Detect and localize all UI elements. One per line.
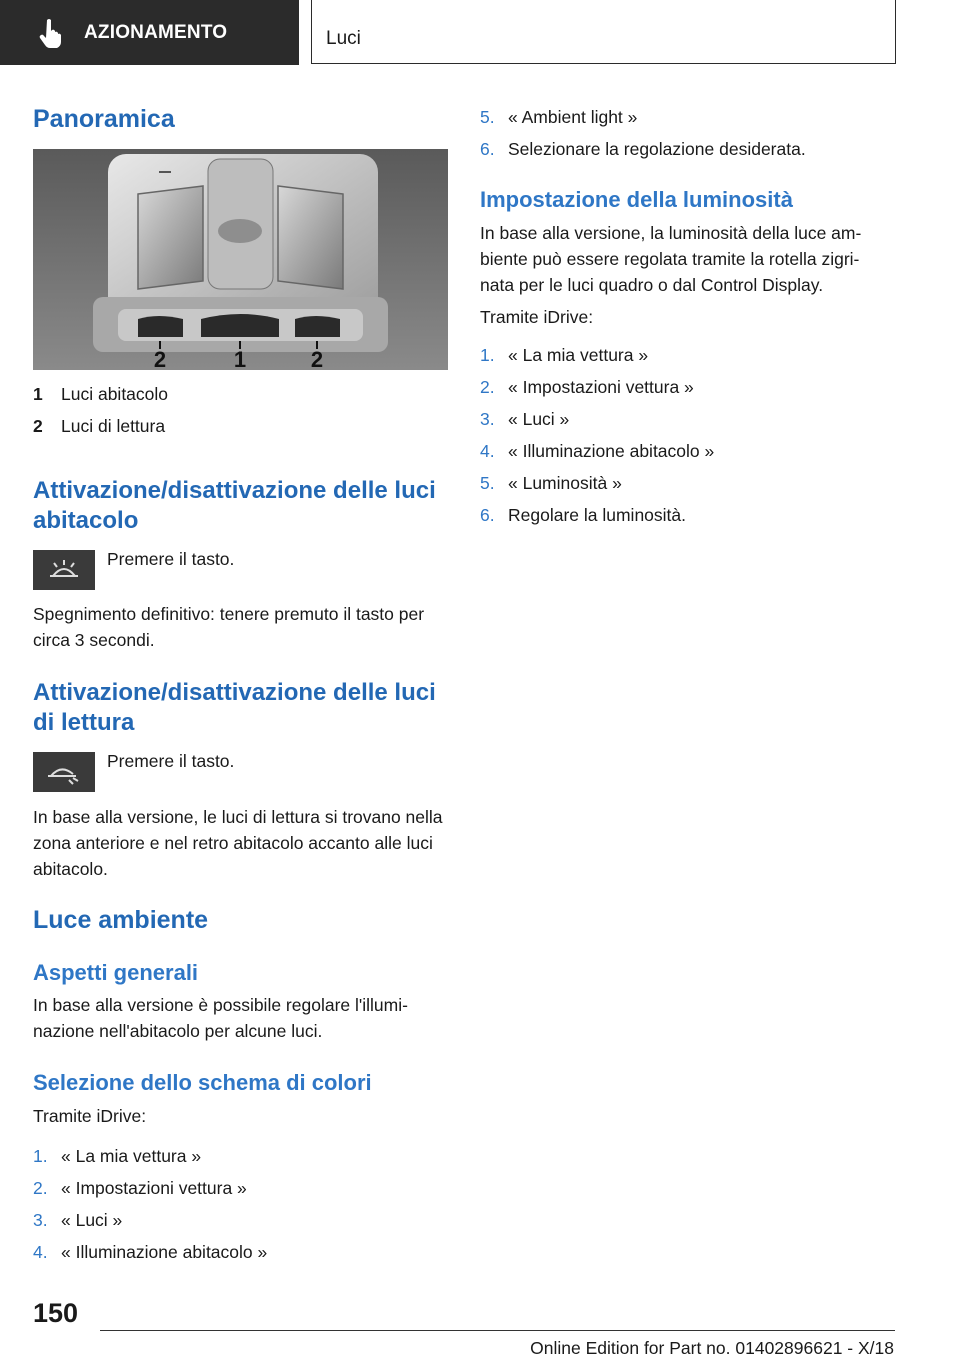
press-button-text: Premere il tasto. bbox=[107, 751, 235, 771]
list-item: 4. « Illuminazione abitacolo » bbox=[33, 1242, 268, 1262]
photo-label-1: 1 bbox=[233, 347, 247, 370]
via-idrive-text: Tramite iDrive: bbox=[480, 307, 594, 327]
photo-label-2-left: 2 bbox=[153, 347, 167, 370]
edition-text: Online Edition for Part no. 01402896621 - X/18 bbox=[530, 1338, 894, 1358]
chapter-header bbox=[311, 0, 896, 64]
list-item: 5. « Ambient light » bbox=[480, 107, 638, 127]
heading-brightness: Impostazione della luminosità bbox=[480, 187, 793, 212]
list-item: 6. Regolare la luminosità. bbox=[480, 505, 687, 525]
chapter-title: Luci bbox=[326, 27, 361, 49]
heading-overview: Panoramica bbox=[33, 105, 175, 133]
reading-lights-text: In base alla versione, le luci di lettura si trovano nella zona anteriore e nel retro abitacolo accanto alle luci abitacolo. bbox=[33, 807, 443, 879]
list-item: 6. Selezionare la regolazione desiderata. bbox=[480, 139, 806, 159]
general-text: In base alla versione è possibile regolare l'illumi- nazione nell'abitacolo per alcune luci. bbox=[33, 995, 408, 1041]
via-idrive-text: Tramite iDrive: bbox=[33, 1106, 147, 1126]
overhead-console-photo bbox=[33, 149, 448, 370]
list-item: 4. « Illuminazione abitacolo » bbox=[480, 441, 715, 461]
list-item: 5. « Luminosità » bbox=[480, 473, 622, 493]
press-button-text: Premere il tasto. bbox=[107, 549, 235, 569]
page-number: 150 bbox=[33, 1298, 79, 1328]
list-item: 2. « Impostazioni vettura » bbox=[33, 1178, 247, 1198]
heading-general: Aspetti generali bbox=[33, 960, 199, 985]
legend-item: 1 Luci abitacolo bbox=[33, 384, 169, 404]
photo-label-2-right: 2 bbox=[310, 347, 324, 370]
section-title: AZIONAMENTO bbox=[84, 21, 228, 43]
list-item: 2. « Impostazioni vettura » bbox=[480, 377, 694, 397]
hand-pointer-icon bbox=[38, 18, 66, 48]
heading-interior-lights: Attivazione/disattivazione delle luci abitacolo bbox=[33, 477, 436, 534]
reading-light-button-icon bbox=[33, 752, 95, 792]
interior-off-text: Spegnimento definitivo: tenere premuto il tasto per circa 3 secondi. bbox=[33, 604, 425, 650]
list-item: 3. « Luci » bbox=[480, 409, 570, 429]
brightness-text: In base alla versione, la luminosità della luce am- biente può essere regolata tramite la rotella zigri- nata per le luci quadro o dal Control Display. bbox=[480, 223, 862, 295]
interior-light-button-icon bbox=[33, 550, 95, 590]
heading-ambient-light: Luce ambiente bbox=[33, 906, 209, 934]
list-item: 3. « Luci » bbox=[33, 1210, 123, 1230]
footer-divider bbox=[100, 1330, 895, 1331]
list-item: 1. « La mia vettura » bbox=[33, 1146, 202, 1166]
list-item: 1. « La mia vettura » bbox=[480, 345, 649, 365]
legend-item: 2 Luci di lettura bbox=[33, 416, 166, 436]
heading-reading-lights: Attivazione/disattivazione delle luci di lettura bbox=[33, 679, 436, 736]
heading-color-scheme: Selezione dello schema di colori bbox=[33, 1070, 372, 1095]
section-tab bbox=[0, 0, 299, 65]
